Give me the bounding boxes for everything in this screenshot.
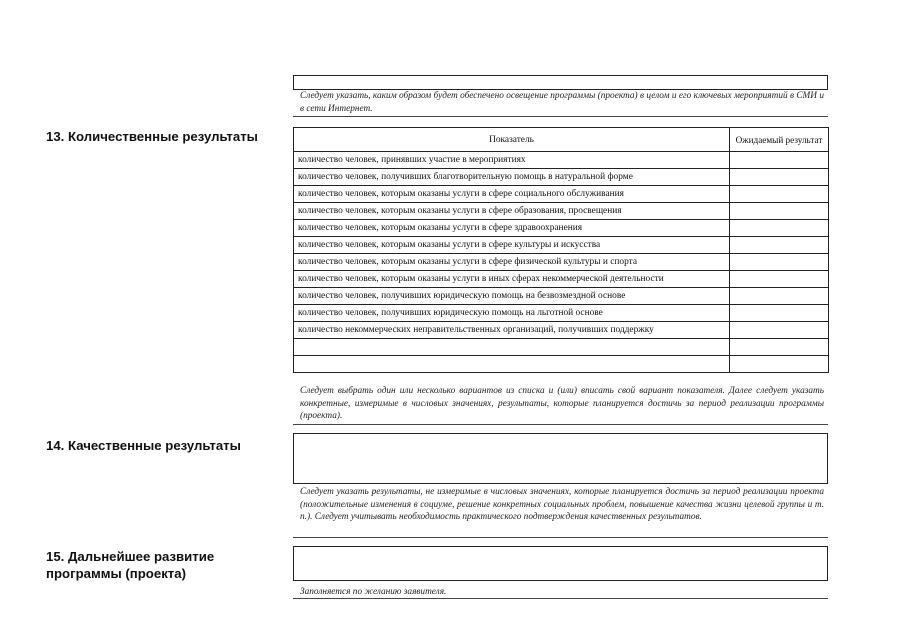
further-development-heading: [46, 548, 214, 582]
indicator-cell[interactable]: количество человек, получивших юридическую помощь на льготной основе: [294, 305, 730, 322]
quantitative-results-heading: 13. Количественные результаты: [46, 129, 258, 144]
expected-result-cell[interactable]: [730, 288, 829, 305]
media-coverage-hint: Следует указать, каким образом будет обеспечено освещение программы (проекта) в целом и его ключевых мероприятий в СМИ и в сети Интернет.: [300, 91, 824, 114]
indicator-cell[interactable]: количество человек, которым оказаны услуги в сфере физической культуры и спорта: [294, 254, 730, 271]
table-row: [294, 220, 829, 237]
expected-result-column-header: Ожидаемый результат: [730, 128, 829, 152]
divider: [293, 116, 828, 117]
expected-result-cell[interactable]: [730, 356, 829, 373]
indicator-cell[interactable]: количество человек, которым оказаны услуги в сфере социального обслуживания: [294, 186, 730, 203]
table-row: [294, 152, 829, 169]
table-row: [294, 203, 829, 220]
further-development-hint: Заполняется по желанию заявителя.: [300, 587, 447, 597]
table-row: [294, 169, 829, 186]
expected-result-cell[interactable]: [730, 186, 829, 203]
table-row: [294, 322, 829, 339]
divider: [293, 598, 828, 599]
expected-result-cell[interactable]: [730, 152, 829, 169]
expected-result-cell[interactable]: [730, 305, 829, 322]
expected-result-cell[interactable]: [730, 271, 829, 288]
indicator-cell[interactable]: количество человек, получивших юридическую помощь на безвозмездной основе: [294, 288, 730, 305]
expected-result-cell[interactable]: [730, 203, 829, 220]
further-development-field[interactable]: [293, 546, 828, 581]
table-row: [294, 271, 829, 288]
expected-result-cell[interactable]: [730, 237, 829, 254]
qualitative-results-heading: 14. Качественные результаты: [46, 438, 241, 453]
divider: [293, 424, 828, 425]
expected-result-cell[interactable]: [730, 322, 829, 339]
indicator-cell[interactable]: количество некоммерческих неправительственных организаций, получивших поддержку: [294, 322, 730, 339]
table-row: [294, 339, 829, 356]
table-row: [294, 237, 829, 254]
table-row: [294, 356, 829, 373]
table-row: [294, 305, 829, 322]
quantitative-results-hint: Следует выбрать один или несколько вариантов из списка и (или) вписать свой вариант показателя. Далее следует указать конкретные, измеримые в числовых значениях, результаты, которые планируется достичь за период реализации программы (проекта).: [300, 386, 824, 421]
indicator-cell[interactable]: количество человек, которым оказаны услуги в иных сферах некоммерческой деятельности: [294, 271, 730, 288]
indicator-column-header: Показатель: [294, 128, 730, 152]
indicator-cell[interactable]: количество человек, которым оказаны услуги в сфере здравоохранения: [294, 220, 730, 237]
expected-result-cell[interactable]: [730, 339, 829, 356]
table-row: [294, 288, 829, 305]
further-development-heading-line2: программы (проекта): [46, 566, 186, 581]
expected-result-cell[interactable]: [730, 254, 829, 271]
quantitative-results-table: [293, 127, 829, 373]
qualitative-results-hint: Следует указать результаты, не измеримые в числовых значениях, которые планируется достичь за период реализации проекта (положительные изменения в социуме, решение конкретных социальных проблем, повышение качества жизни целевой группы и т. п.). Следует учитывать необходимость практического подтверждения качественных результатов.: [300, 487, 824, 522]
indicator-cell[interactable]: количество человек, которым оказаны услуги в сфере культуры и искусства: [294, 237, 730, 254]
indicator-cell[interactable]: [294, 356, 730, 373]
indicator-cell[interactable]: количество человек, принявших участие в мероприятиях: [294, 152, 730, 169]
qualitative-results-field[interactable]: [293, 433, 828, 484]
table-row: [294, 254, 829, 271]
expected-result-cell[interactable]: [730, 169, 829, 186]
expected-result-cell[interactable]: [730, 220, 829, 237]
indicator-cell[interactable]: [294, 339, 730, 356]
indicator-cell[interactable]: количество человек, которым оказаны услуги в сфере образования, просвещения: [294, 203, 730, 220]
table-row: [294, 186, 829, 203]
further-development-heading-line1: 15. Дальнейшее развитие: [46, 549, 215, 564]
indicator-cell[interactable]: количество человек, получивших благотворительную помощь в натуральной форме: [294, 169, 730, 186]
media-coverage-field[interactable]: [293, 75, 828, 90]
divider: [293, 537, 828, 538]
